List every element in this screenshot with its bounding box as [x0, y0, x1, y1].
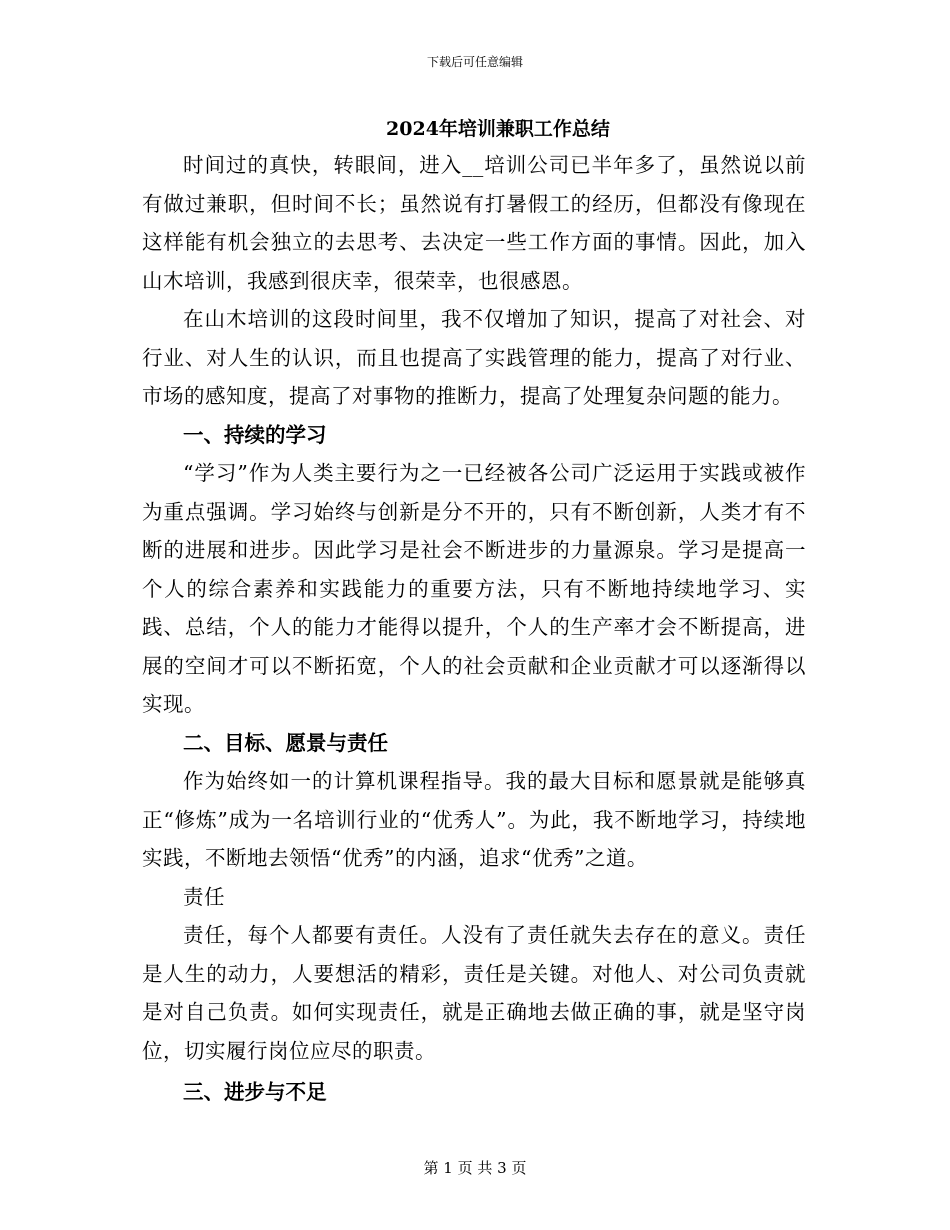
document-title: 2024年培训兼职工作总结 — [386, 118, 610, 140]
document-body — [142, 146, 806, 1112]
paragraph-intro: 时间过的真快，转眼间，进入__培训公司已半年多了，虽然说以前有做过兼职，但时间不长；虽然说有打暑假工的经历，但都没有像现在这样能有机会独立的去思考、去决定一些工作方面的事情。因此，加入山木培训，我感到很庆幸，很荣幸，也很感恩。 — [142, 153, 806, 293]
subheading-responsibility: 责任 — [183, 884, 225, 909]
section-heading-learning: 一、持续的学习 — [183, 422, 327, 447]
paragraph-learning: “学习”作为人类主要行为之一已经被各公司广泛运用于实践或被作为重点强调。学习始终与创新是分不开的，只有不断创新，人类才有不断的进展和进步。因此学习是社会不断进步的力量源泉。学习是提高一个人的综合素养和实践能力的重要方法，只有不断地持续地学习、实践、总结，个人的能力才能得以提升，个人的生产率才会不断提高，进展的空间才可以不断拓宽，个人的社会贡献和企业贡献才可以逐渐得以实现。 — [142, 461, 806, 716]
paragraph-gains: 在山木培训的这段时间里，我不仅增加了知识，提高了对社会、对行业、对人生的认识，而且也提高了实践管理的能力，提高了对行业、市场的感知度，提高了对事物的推断力，提高了处理复杂问题的能力。 — [142, 307, 806, 408]
page-footer: 第 1 页 共 3 页 — [423, 1159, 527, 1177]
paragraph-responsibility: 责任，每个人都要有责任。人没有了责任就失去存在的意义。责任是人生的动力，人要想活的精彩，责任是关键。对他人、对公司负责就是对自己负责。如何实现责任，就是正确地去做正确的事，就是坚守岗位，切实履行岗位应尽的职责。 — [142, 923, 806, 1063]
section-heading-goals: 二、目标、愿景与责任 — [183, 730, 388, 755]
section-heading-progress: 三、进步与不足 — [183, 1080, 327, 1104]
paragraph-goals: 作为始终如一的计算机课程指导。我的最大目标和愿景就是能够真正“修炼”成为一名培训行业的“优秀人”。为此，我不断地学习，持续地实践，不断地去领悟“优秀”的内涵，追求“优秀”之道。 — [142, 769, 806, 870]
header-note: 下载后可任意编辑 — [426, 55, 523, 69]
